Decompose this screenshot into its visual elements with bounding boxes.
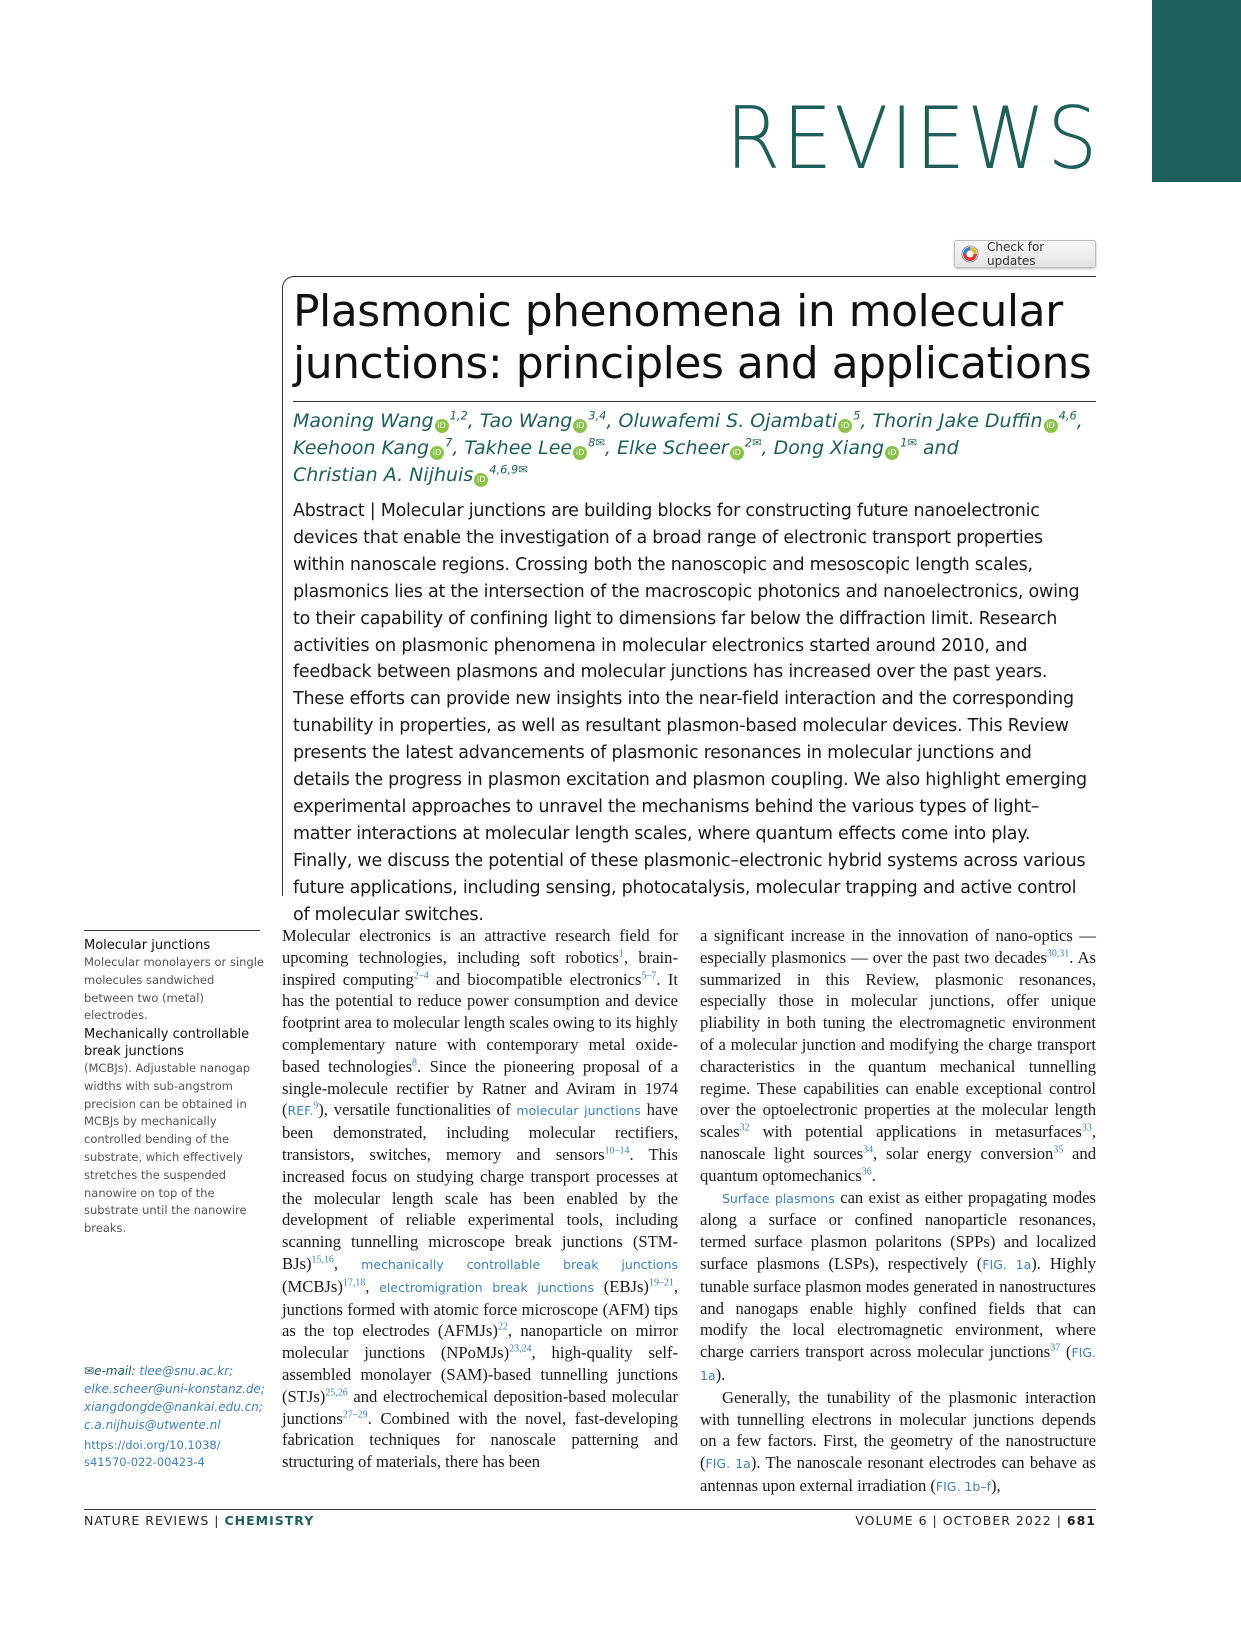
email-link[interactable]: elke.scheer@uni-konstanz.de; [84, 1382, 265, 1396]
glossary-item [84, 937, 264, 1025]
journal-name: NATURE REVIEWS | [84, 1513, 220, 1528]
author-name[interactable]: Thorin Jake Duffin [872, 410, 1043, 432]
section-header: REVIEWS [725, 89, 1099, 189]
email-link[interactable]: tlee@snu.ac.kr; [139, 1364, 234, 1378]
glossary-definition: Molecular monolayers or single molecules sandwiched between two (metal) electrodes. [84, 955, 264, 1023]
author-affiliation: 8✉ [588, 435, 605, 450]
author-separator: , [606, 410, 619, 432]
footer-volume [855, 1513, 1096, 1528]
check-updates-icon [961, 245, 979, 263]
author-affiliation: 4,6 [1058, 408, 1077, 423]
author-separator: , [860, 410, 873, 432]
author-separator: , [761, 437, 774, 459]
author-separator: , [1076, 410, 1083, 432]
orcid-icon[interactable]: iD [573, 446, 587, 460]
glossary-definition: (MCBJs). Adjustable nanogap widths with sub-angstrom precision can be obtained in MCBJs by mechanically controlled bending of the substrate, which effectively stretches the suspended nanowire on top of the substrate until the nanowire breaks. [84, 1061, 251, 1236]
orcid-icon[interactable]: iD [430, 446, 444, 460]
author-name[interactable]: Tao Wang [479, 410, 573, 432]
author-separator: , [604, 437, 617, 459]
author-affiliation: 1,2 [449, 408, 468, 423]
check-updates-label: Check for updates [987, 240, 1045, 268]
orcid-icon[interactable]: iD [573, 419, 587, 433]
author-separator: , [452, 437, 465, 459]
author-name[interactable]: Christian A. Nijhuis [293, 464, 474, 486]
title-top-rule [293, 276, 1096, 277]
body-paragraph: a significant increase in the innovation of nano-optics — especially plasmonics — over the past two decades$^{30,31}$. As summarized in this Review, plasmonic resonances, especially those in molecular junctions, offer unique pliability in both tuning the electromagnetic environment of a molecular junction and modifying the charge transport characteristics in the quantum mechanical tunnelling regime. These capabilities can enable exceptional control over the optoelectronic properties at the molecular length scales$^{32}$ with potential applications in metasurfaces$^{33}$, nanoscale light sources$^{34}$, solar energy conversion$^{35}$ and quantum optomechanics$^{36}$. [700, 926, 1096, 1185]
author-name[interactable]: Keehoon Kang [293, 437, 430, 459]
check-for-updates-button[interactable] [954, 240, 1096, 268]
glossary-item [84, 1026, 264, 1238]
abstract-text: Molecular junctions are building blocks for constructing future nanoelectronic devices that enable the investigation of a broad range of electronic transport properties within nanoscale regions. Crossing both the nanoscopic and mesoscopic length scales, plasmonics lies at the intersection of the macroscopic photonics and nanoelectronics, owing to their capability of confining light to dimensions far below the diffraction limit. Research activities on plasmonic phenomena in molecular electronics started around 2010, and feedback between plasmons and molecular junctions has increased over the past years. These efforts can provide new insights into the near-field interaction and the corresponding tunability in properties, as well as resultant plasmon-based molecular devices. This Review presents the latest advancements of plasmonic resonances in molecular junctions and details the progress in plasmon excitation and plasmon coupling. We also highlight emerging experimental approaches to unravel the mechanisms behind the various types of light–matter interactions at molecular length scales, where quantum effects come into play. Finally, we discuss the potential of these plasmonic–electronic hybrid systems across various future applications, including sensing, photocatalysis, molecular trapping and active control of molecular switches. [293, 501, 1087, 925]
author-name[interactable]: Oluwafemi S. Ojambati [618, 410, 838, 432]
doi-line: https://doi.org/10.1038/ [84, 1438, 221, 1452]
orcid-icon[interactable]: iD [1044, 419, 1058, 433]
orcid-icon[interactable]: iD [474, 473, 488, 487]
author-affiliation: 4,6,9✉ [489, 462, 528, 477]
footer-journal [84, 1513, 314, 1528]
page-number: 681 [1066, 1513, 1096, 1528]
sidebar-rule [84, 930, 260, 931]
author-name[interactable]: Maoning Wang [293, 410, 434, 432]
glossary-term: Mechanically controllable break junctions [84, 1027, 250, 1059]
footer-rule [84, 1509, 1096, 1510]
author-list [293, 408, 1093, 489]
email-link[interactable]: xiangdongde@nankai.edu.cn; [84, 1400, 263, 1414]
author-separator: and [916, 437, 959, 459]
author-affiliation: 7 [445, 435, 453, 450]
contact-emails [84, 1362, 269, 1434]
mail-icon: ✉ [84, 1364, 95, 1378]
title-bottom-rule [293, 401, 1096, 402]
orcid-icon[interactable]: iD [730, 446, 744, 460]
author-name[interactable]: Elke Scheer [616, 437, 729, 459]
doi-link[interactable] [84, 1437, 269, 1471]
body-column-left [282, 925, 678, 1473]
author-affiliation: 3,4 [588, 408, 607, 423]
glossary-term: Molecular junctions [84, 938, 211, 953]
orcid-icon[interactable]: iD [435, 419, 449, 433]
doi-line: s41570-022-00423-4 [84, 1455, 205, 1469]
article-title: Plasmonic phenomena in molecular junctions: principles and applications [293, 286, 1092, 389]
author-affiliation: 2✉ [744, 435, 762, 450]
author-affiliation: 1✉ [900, 435, 917, 450]
author-separator: , [467, 410, 480, 432]
body-paragraph: Generally, the tunability of the plasmonic interaction with tunnelling electrons in molecular junctions depends on a few factors. First, the geometry of the nanostructure (FIG. 1a). The nanoscale resonant electrodes can behave as antennas upon external irradiation (FIG. 1b–f), [700, 1387, 1096, 1495]
abstract-label: Abstract | [293, 501, 376, 521]
author-name[interactable]: Takhee Lee [464, 437, 573, 459]
body-column-right [700, 925, 1096, 1498]
email-label: e-mail: [94, 1364, 136, 1378]
body-paragraph: Surface plasmons can exist as either propagating modes along a surface or confined nanoparticle resonances, termed surface plasmon polaritons (SPPs) and localized surface plasmons (LSPs), respectively (FIG. 1a). Highly tunable surface plasmon modes generated in nanostructures and nanogaps enable highly confined fields that can modify the local electromagnetic environment, where charge carriers transport across molecular junctions$^{37}$ (FIG. 1a). [700, 1187, 1097, 1384]
abstract [293, 498, 1093, 929]
orcid-icon[interactable]: iD [885, 446, 899, 460]
body-paragraph: Molecular electronics is an attractive research field for upcoming technologies, including soft robotics$^1$, brain-inspired computing$^{2-4}$ and biocompatible electronics$^{5-7}$. It has the potential to reduce power consumption and device footprint area to molecular length scales owing to its highly complementary nature with contemporary metal oxide-based technologies$^8$. Since the pioneering proposal of a single-molecule rectifier by Ratner and Aviram in 1974 (REF.$^9$), versatile functionalities of molecular junctions have been demonstrated, including molecular rectifiers, transistors, switches, memory and sensors$^{10-14}$. This increased focus on studying charge transport processes at the molecular length scale has been enabled by the development of reliable experimental tools, including scanning tunnelling microscope break junctions (STM-BJs)$^{15,16}$, mechanically controllable break junctions (MCBJs)$^{17,18}$, electromigration break junctions (EBJs)$^{19-21}$, junctions formed with atomic force microscope (AFM) tips as the top electrodes (AFMJs)$^{22}$, nanoparticle on mirror molecular junctions (NPoMJs)$^{23,24}$, high-quality self-assembled monolayer (SAM)-based tunnelling junctions (STJs)$^{25,26}$ and electrochemical deposition-based molecular junctions$^{27-29}$. Combined with the novel, fast-developing fabrication techniques for nanoscale patterning and structuring of materials, there has been [282, 926, 679, 1472]
email-link[interactable]: c.a.nijhuis@utwente.nl [84, 1418, 221, 1432]
journal-section: CHEMISTRY [224, 1513, 315, 1528]
orcid-icon[interactable]: iD [838, 419, 852, 433]
section-color-tab [1152, 0, 1241, 182]
author-name[interactable]: Dong Xiang [773, 437, 885, 459]
author-affiliation: 5 [853, 408, 861, 423]
volume-date: VOLUME 6 | OCTOBER 2022 | [855, 1513, 1062, 1528]
